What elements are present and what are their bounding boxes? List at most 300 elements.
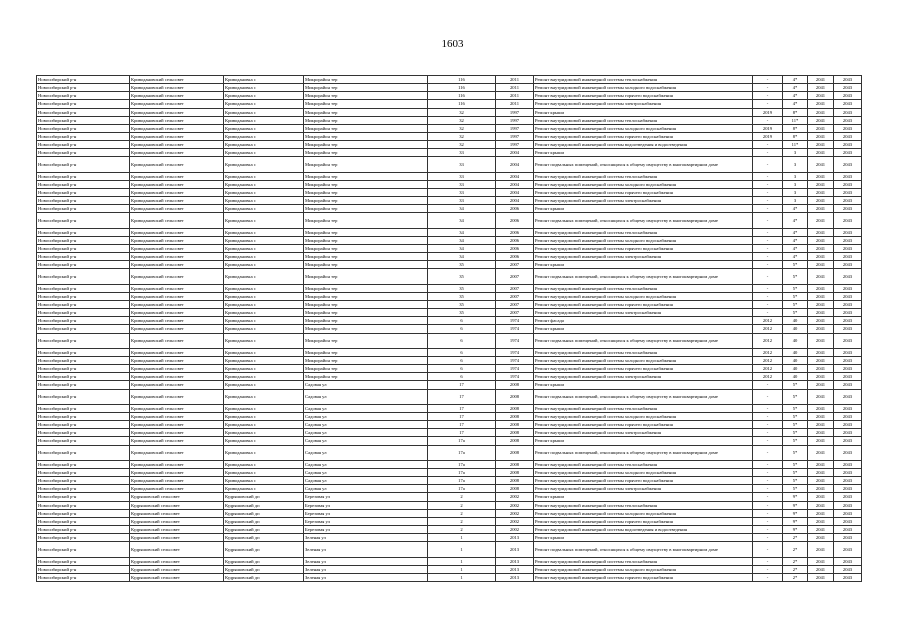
table-row [37,157,862,172]
settlement-cell: Криводановский сельсовет [130,108,224,116]
last-repair-cell: - [753,460,783,468]
last-repair-cell: - [753,205,783,213]
settlement-cell: Криводановский сельсовет [130,149,224,157]
plan-start-cell: 2041 [808,501,834,509]
house-cell: 34 [428,236,496,244]
district-cell: Новосибирский р-н [37,404,130,412]
tariff-cell: 5* [783,429,808,437]
plan-start-cell: 2041 [808,389,834,404]
plan-start-cell: 2041 [808,373,834,381]
settlement-cell: Криводановский сельсовет [130,429,224,437]
tariff-cell: 9* [783,501,808,509]
work-type-cell: Ремонт внутридомовой инженерной системы горячего водоснабжения [534,365,753,373]
work-type-cell: Ремонт внутридомовой инженерной системы теплоснабжения [534,284,753,292]
district-cell: Новосибирский р-н [37,172,130,180]
locality-cell: Кудряшовский дп [224,493,304,501]
house-cell: 34 [428,205,496,213]
last-repair-cell: - [753,284,783,292]
street-cell: Садовая ул [304,389,428,404]
last-repair-cell: - [753,421,783,429]
plan-end-cell: 2043 [834,228,862,236]
last-repair-cell: - [753,92,783,100]
last-repair-cell: - [753,172,783,180]
plan-end-cell: 2043 [834,292,862,300]
district-cell: Новосибирский р-н [37,542,130,557]
year-cell: 1974 [496,333,534,348]
tariff-cell: 5* [783,309,808,317]
last-repair-cell: - [753,477,783,485]
tariff-cell: 5* [783,381,808,389]
house-cell: 116 [428,100,496,108]
plan-end-cell: 2043 [834,365,862,373]
tariff-cell: 40 [783,356,808,364]
plan-end-cell: 2043 [834,485,862,493]
tariff-cell: 4* [783,84,808,92]
settlement-cell: Кудряшовский сельсовет [130,542,224,557]
table-row [37,517,862,525]
table-row [37,244,862,252]
plan-end-cell: 2043 [834,180,862,188]
tariff-cell: 5* [783,284,808,292]
year-cell: 2007 [496,300,534,308]
plan-end-cell: 2043 [834,172,862,180]
plan-start-cell: 2041 [808,356,834,364]
plan-end-cell: 2043 [834,92,862,100]
year-cell: 2013 [496,542,534,557]
year-cell: 2006 [496,213,534,228]
house-cell: 2 [428,517,496,525]
plan-start-cell: 2041 [808,509,834,517]
table-row [37,477,862,485]
year-cell: 2007 [496,261,534,269]
table-row [37,205,862,213]
work-type-cell: Ремонт внутридомовой инженерной системы горячего водоснабжения [534,132,753,140]
plan-start-cell: 2041 [808,253,834,261]
year-cell: 2002 [496,493,534,501]
settlement-cell: Криводановский сельсовет [130,365,224,373]
district-cell: Новосибирский р-н [37,525,130,533]
settlement-cell: Криводановский сельсовет [130,421,224,429]
year-cell: 2011 [496,84,534,92]
year-cell: 2008 [496,389,534,404]
year-cell: 2006 [496,236,534,244]
plan-end-cell: 2043 [834,309,862,317]
street-cell: Микрорайон тер [304,325,428,333]
last-repair-cell: - [753,509,783,517]
street-cell: Садовая ул [304,429,428,437]
plan-end-cell: 2043 [834,141,862,149]
plan-start-cell: 2041 [808,205,834,213]
work-type-cell: Ремонт внутридомовой инженерной системы холодного водоснабжения [534,356,753,364]
last-repair-cell: - [753,429,783,437]
street-cell: Микрорайон тер [304,132,428,140]
last-repair-cell: - [753,525,783,533]
last-repair-cell: 2012 [753,356,783,364]
work-type-cell: Ремонт крыши [534,493,753,501]
plan-start-cell: 2041 [808,565,834,573]
work-type-cell: Ремонт внутридомовой инженерной системы теплоснабжения [534,76,753,84]
locality-cell: Криводановка с [224,421,304,429]
plan-end-cell: 2043 [834,477,862,485]
last-repair-cell: - [753,381,783,389]
work-type-cell: Ремонт подвальных помещений, относящихся к общему имуществу в многоквартирном доме [534,213,753,228]
locality-cell: Криводановка с [224,468,304,476]
locality-cell: Криводановка с [224,124,304,132]
plan-start-cell: 2041 [808,228,834,236]
tariff-cell: 40 [783,365,808,373]
settlement-cell: Криводановский сельсовет [130,404,224,412]
district-cell: Новосибирский р-н [37,309,130,317]
tariff-cell: 4* [783,253,808,261]
house-cell: 35 [428,309,496,317]
street-cell: Микрорайон тер [304,373,428,381]
table-row [37,292,862,300]
work-type-cell: Ремонт внутридомовой инженерной системы теплоснабжения [534,116,753,124]
house-cell: 33 [428,188,496,196]
house-cell: 1 [428,542,496,557]
table-row [37,253,862,261]
district-cell: Новосибирский р-н [37,213,130,228]
year-cell: 2006 [496,228,534,236]
street-cell: Микрорайон тер [304,172,428,180]
last-repair-cell: - [753,213,783,228]
locality-cell: Кудряшовский дп [224,565,304,573]
plan-start-cell: 2041 [808,269,834,284]
plan-start-cell: 2041 [808,365,834,373]
table-row [37,108,862,116]
work-type-cell: Ремонт подвальных помещений, относящихся к общему имуществу в многоквартирном доме [534,157,753,172]
work-type-cell: Ремонт подвальных помещений, относящихся к общему имуществу в многоквартирном доме [534,389,753,404]
last-repair-cell: - [753,141,783,149]
locality-cell: Криводановка с [224,381,304,389]
locality-cell: Кудряшовский дп [224,517,304,525]
plan-end-cell: 2043 [834,460,862,468]
district-cell: Новосибирский р-н [37,389,130,404]
table-row [37,542,862,557]
district-cell: Новосибирский р-н [37,141,130,149]
tariff-cell: 40 [783,333,808,348]
work-type-cell: Ремонт внутридомовой инженерной системы водоотведения и водоотведения [534,141,753,149]
plan-start-cell: 2041 [808,485,834,493]
street-cell: Микрорайон тер [304,236,428,244]
street-cell: Микрорайон тер [304,356,428,364]
locality-cell: Криводановка с [224,100,304,108]
district-cell: Новосибирский р-н [37,348,130,356]
locality-cell: Криводановка с [224,244,304,252]
last-repair-cell: - [753,573,783,581]
table-row [37,412,862,420]
last-repair-cell: - [753,493,783,501]
work-type-cell: Ремонт внутридомовой инженерной системы горячего водоснабжения [534,517,753,525]
tariff-cell: 4* [783,213,808,228]
last-repair-cell: - [753,501,783,509]
year-cell: 2008 [496,485,534,493]
district-cell: Новосибирский р-н [37,197,130,205]
street-cell: Микрорайон тер [304,213,428,228]
street-cell: Микрорайон тер [304,188,428,196]
table-row [37,573,862,581]
settlement-cell: Криводановский сельсовет [130,412,224,420]
street-cell: Березовая ул [304,509,428,517]
table-row [37,365,862,373]
tariff-cell: 5* [783,445,808,460]
street-cell: Микрорайон тер [304,269,428,284]
settlement-cell: Криводановский сельсовет [130,76,224,84]
settlement-cell: Криводановский сельсовет [130,205,224,213]
house-cell: 32 [428,132,496,140]
district-cell: Новосибирский р-н [37,365,130,373]
plan-start-cell: 2041 [808,437,834,445]
work-type-cell: Ремонт внутридомовой инженерной системы теплоснабжения [534,404,753,412]
plan-start-cell: 2041 [808,309,834,317]
table-row [37,501,862,509]
settlement-cell: Криводановский сельсовет [130,389,224,404]
settlement-cell: Кудряшовский сельсовет [130,534,224,542]
plan-end-cell: 2043 [834,429,862,437]
plan-start-cell: 2041 [808,404,834,412]
settlement-cell: Криводановский сельсовет [130,317,224,325]
work-type-cell: Ремонт внутридомовой инженерной системы холодного водоснабжения [534,236,753,244]
tariff-cell: 9* [783,509,808,517]
plan-end-cell: 2043 [834,100,862,108]
table-row [37,356,862,364]
page-number: 1603 [441,38,464,50]
house-cell: 17а [428,460,496,468]
last-repair-cell: - [753,412,783,420]
street-cell: Микрорайон тер [304,149,428,157]
locality-cell: Криводановка с [224,373,304,381]
plan-end-cell: 2043 [834,76,862,84]
tariff-cell: 2* [783,557,808,565]
work-type-cell: Ремонт крыши [534,437,753,445]
plan-start-cell: 2041 [808,292,834,300]
locality-cell: Криводановка с [224,236,304,244]
tariff-cell: 4* [783,244,808,252]
tariff-cell: 9* [783,525,808,533]
plan-end-cell: 2043 [834,300,862,308]
district-cell: Новосибирский р-н [37,445,130,460]
plan-start-cell: 2041 [808,116,834,124]
year-cell: 2011 [496,100,534,108]
work-type-cell: Ремонт внутридомовой инженерной системы электроснабжения [534,197,753,205]
locality-cell: Кудряшовский дп [224,573,304,581]
district-cell: Новосибирский р-н [37,84,130,92]
tariff-cell: 5* [783,404,808,412]
plan-end-cell: 2043 [834,157,862,172]
locality-cell: Криводановка с [224,205,304,213]
plan-start-cell: 2041 [808,213,834,228]
street-cell: Микрорайон тер [304,197,428,205]
district-cell: Новосибирский р-н [37,317,130,325]
tariff-cell: 5* [783,485,808,493]
table-row [37,261,862,269]
last-repair-cell: - [753,180,783,188]
table-row [37,325,862,333]
last-repair-cell: - [753,309,783,317]
tariff-cell: 2* [783,573,808,581]
district-cell: Новосибирский р-н [37,100,130,108]
last-repair-cell: - [753,157,783,172]
plan-start-cell: 2041 [808,557,834,565]
locality-cell: Криводановка с [224,197,304,205]
street-cell: Микрорайон тер [304,284,428,292]
street-cell: Садовая ул [304,412,428,420]
plan-end-cell: 2043 [834,557,862,565]
year-cell: 2004 [496,197,534,205]
house-cell: 35 [428,284,496,292]
last-repair-cell: 2019 [753,124,783,132]
street-cell: Садовая ул [304,437,428,445]
street-cell: Микрорайон тер [304,84,428,92]
table-row [37,149,862,157]
plan-end-cell: 2043 [834,381,862,389]
year-cell: 2004 [496,188,534,196]
table-row [37,493,862,501]
plan-start-cell: 2041 [808,348,834,356]
table-row [37,429,862,437]
plan-start-cell: 2041 [808,76,834,84]
settlement-cell: Криводановский сельсовет [130,300,224,308]
street-cell: Садовая ул [304,445,428,460]
work-type-cell: Ремонт внутридомовой инженерной системы холодного водоснабжения [534,124,753,132]
table-row [37,460,862,468]
year-cell: 2011 [496,76,534,84]
work-type-cell: Ремонт крыши [534,325,753,333]
last-repair-cell: - [753,445,783,460]
year-cell: 2002 [496,517,534,525]
locality-cell: Криводановка с [224,485,304,493]
table-body [37,76,862,582]
plan-end-cell: 2043 [834,205,862,213]
locality-cell: Криводановка с [224,333,304,348]
house-cell: 1 [428,573,496,581]
tariff-cell: 9* [783,493,808,501]
tariff-cell: 11* [783,141,808,149]
street-cell: Садовая ул [304,485,428,493]
work-type-cell: Ремонт подвальных помещений, относящихся к общему имуществу в многоквартирном доме [534,333,753,348]
tariff-cell: 4* [783,76,808,84]
plan-start-cell: 2041 [808,573,834,581]
district-cell: Новосибирский р-н [37,244,130,252]
last-repair-cell: - [753,197,783,205]
table-row [37,373,862,381]
plan-end-cell: 2043 [834,493,862,501]
work-type-cell: Ремонт фасада [534,317,753,325]
house-cell: 17 [428,404,496,412]
settlement-cell: Криводановский сельсовет [130,236,224,244]
plan-end-cell: 2043 [834,84,862,92]
district-cell: Новосибирский р-н [37,180,130,188]
last-repair-cell: - [753,557,783,565]
table-row [37,84,862,92]
district-cell: Новосибирский р-н [37,124,130,132]
table-row [37,421,862,429]
house-cell: 6 [428,356,496,364]
plan-end-cell: 2043 [834,501,862,509]
work-type-cell: Ремонт крыши [534,381,753,389]
last-repair-cell: - [753,542,783,557]
last-repair-cell: - [753,261,783,269]
plan-end-cell: 2043 [834,124,862,132]
tariff-cell: 40 [783,348,808,356]
last-repair-cell: - [753,228,783,236]
house-cell: 17 [428,381,496,389]
table-row [37,213,862,228]
plan-start-cell: 2041 [808,149,834,157]
settlement-cell: Криводановский сельсовет [130,253,224,261]
plan-end-cell: 2043 [834,373,862,381]
plan-end-cell: 2043 [834,236,862,244]
district-cell: Новосибирский р-н [37,429,130,437]
district-cell: Новосибирский р-н [37,108,130,116]
locality-cell: Криводановка с [224,269,304,284]
last-repair-cell: 2019 [753,132,783,140]
settlement-cell: Криводановский сельсовет [130,188,224,196]
plan-end-cell: 2043 [834,542,862,557]
street-cell: Микрорайон тер [304,116,428,124]
year-cell: 2011 [496,92,534,100]
plan-end-cell: 2043 [834,421,862,429]
settlement-cell: Криводановский сельсовет [130,477,224,485]
district-cell: Новосибирский р-н [37,460,130,468]
table-row [37,317,862,325]
year-cell: 2013 [496,573,534,581]
locality-cell: Кудряшовский дп [224,542,304,557]
district-cell: Новосибирский р-н [37,534,130,542]
settlement-cell: Кудряшовский сельсовет [130,573,224,581]
plan-end-cell: 2043 [834,261,862,269]
locality-cell: Криводановка с [224,445,304,460]
district-cell: Новосибирский р-н [37,292,130,300]
table-row [37,333,862,348]
plan-start-cell: 2041 [808,542,834,557]
house-cell: 6 [428,317,496,325]
work-type-cell: Ремонт внутридомовой инженерной системы электроснабжения [534,485,753,493]
work-type-cell: Ремонт внутридомовой инженерной системы теплоснабжения [534,460,753,468]
house-cell: 17 [428,389,496,404]
locality-cell: Криводановка с [224,429,304,437]
plan-end-cell: 2043 [834,325,862,333]
house-cell: 32 [428,141,496,149]
plan-start-cell: 2041 [808,300,834,308]
tariff-cell: 5* [783,412,808,420]
plan-start-cell: 2041 [808,157,834,172]
year-cell: 2006 [496,205,534,213]
settlement-cell: Кудряшовский сельсовет [130,501,224,509]
last-repair-cell: 2012 [753,325,783,333]
house-cell: 17 [428,421,496,429]
house-cell: 2 [428,493,496,501]
plan-start-cell: 2041 [808,333,834,348]
house-cell: 17а [428,477,496,485]
plan-end-cell: 2043 [834,197,862,205]
district-cell: Новосибирский р-н [37,149,130,157]
work-type-cell: Ремонт крыши [534,534,753,542]
district-cell: Новосибирский р-н [37,157,130,172]
table-row [37,525,862,533]
year-cell: 2004 [496,172,534,180]
year-cell: 2008 [496,412,534,420]
last-repair-cell: 2019 [753,108,783,116]
plan-start-cell: 2041 [808,124,834,132]
settlement-cell: Криводановский сельсовет [130,445,224,460]
settlement-cell: Кудряшовский сельсовет [130,517,224,525]
year-cell: 2002 [496,525,534,533]
district-cell: Новосибирский р-н [37,261,130,269]
house-cell: 34 [428,244,496,252]
district-cell: Новосибирский р-н [37,253,130,261]
work-type-cell: Ремонт внутридомовой инженерной системы водоотведения и водоотведения [534,525,753,533]
